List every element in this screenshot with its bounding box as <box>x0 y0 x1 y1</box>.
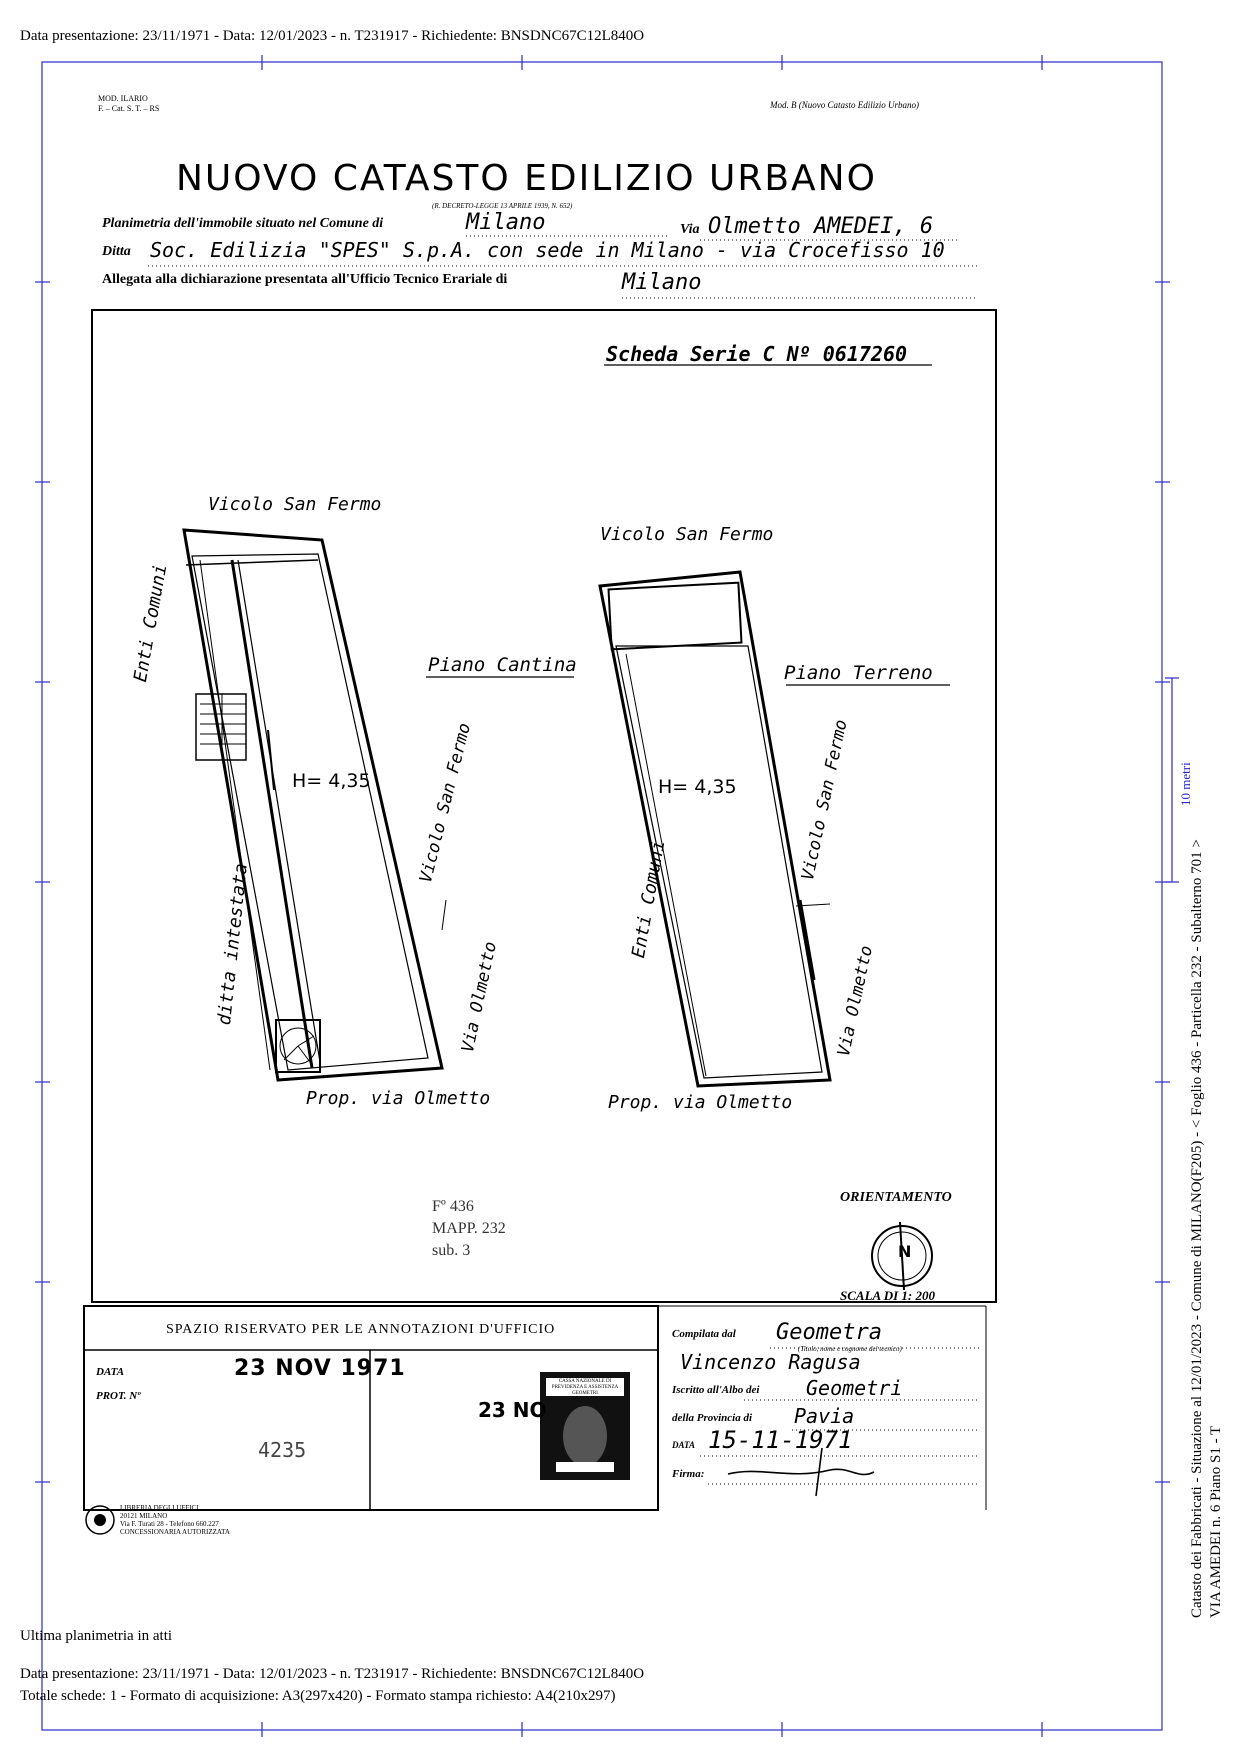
left-height: H= 4,35 <box>292 770 371 792</box>
prot-value: 4235 <box>258 1438 307 1462</box>
data-label: DATA <box>96 1366 125 1378</box>
receipt-stamp: 23 NO <box>478 1398 547 1422</box>
seal-text: CASSA NAZIONALE DI PREVIDENZA E ASSISTENZA GEOMETRI <box>551 1379 619 1396</box>
via-value: Olmetto AMEDEI, 6 <box>708 214 934 239</box>
iscritto-label: Iscritto all'Albo dei <box>672 1384 760 1396</box>
ministry-label: MOD. ILARIO F. – Cat. S. T. – RS <box>98 94 160 113</box>
scale-bar-label: 10 metri <box>1178 762 1193 806</box>
right-bottom-street: Prop. via Olmetto <box>608 1092 793 1113</box>
libreria-label: LIBRERIA DEGLI UFFICI 20121 MILANO Via F. Turati 28 - Telefono 660.227 CONCESSIONARIA AUTORIZZATA <box>120 1504 230 1536</box>
foglio-mapp-stamp: Fº 436 MAPP. 232 sub. 3 <box>432 1198 506 1259</box>
via-label: Via <box>680 222 700 237</box>
spazio-label: SPAZIO RISERVATO PER LE ANNOTAZIONI D'UFFICIO <box>166 1322 556 1337</box>
left-top-street: Vicolo San Fermo <box>208 494 382 515</box>
ultima-planimetria: Ultima planimetria in atti <box>20 1628 173 1644</box>
prot-label: PROT. Nº <box>96 1390 141 1402</box>
scheda-label: Scheda Serie C Nº 0617260 <box>606 342 908 366</box>
comune-value: Milano <box>466 210 546 235</box>
scala-label: SCALA DI 1: 200 <box>840 1288 935 1303</box>
tecnico-name: Vincenzo Ragusa <box>680 1350 861 1374</box>
right-via-olmetto: Via Olmetto <box>834 943 877 1059</box>
firma-label: Firma: <box>672 1468 705 1480</box>
header-line: Data presentazione: 23/11/1971 - Data: 12/01/2023 - n. T231917 - Richiedente: BNSDNC67C12L840O <box>20 28 645 44</box>
right-enti-comuni: Enti Comuni <box>628 838 670 960</box>
iscritto-value: Geometri <box>806 1376 903 1400</box>
provincia-value: Pavia <box>794 1404 855 1428</box>
left-enti-comuni: Enti Comuni <box>130 562 172 684</box>
allegata-value: Milano <box>622 270 702 295</box>
page-title: NUOVO CATASTO EDILIZIO URBANO <box>176 158 877 199</box>
provincia-label: della Provincia di <box>672 1412 753 1424</box>
model-label: Mod. B (Nuovo Catasto Edilizio Urbano) <box>770 100 919 110</box>
data2-label: DATA <box>672 1440 696 1450</box>
data2-value: 15-11-1971 <box>708 1426 853 1454</box>
right-right-street: Vicolo San Fermo <box>798 717 852 883</box>
footer-line-1: Data presentazione: 23/11/1971 - Data: 12/01/2023 - n. T231917 - Richiedente: BNSDNC67C12L840O <box>20 1666 645 1682</box>
decree-label: (R. DECRETO-LEGGE 13 APRILE 1939, N. 652) <box>432 202 573 210</box>
left-via-olmetto: Via Olmetto <box>458 939 501 1055</box>
compilata-label: Compilata dal <box>672 1328 736 1340</box>
footer-line-2: Totale schede: 1 - Formato di acquisizione: A3(297x420) - Formato stampa richiesto: A4(210x297) <box>20 1688 616 1704</box>
left-right-street: Vicolo San Fermo <box>416 721 476 885</box>
right-height: H= 4,35 <box>658 776 737 798</box>
right-floor-label: Piano Terreno <box>784 662 933 684</box>
right-top-street: Vicolo San Fermo <box>600 524 774 545</box>
north-icon: N <box>898 1242 912 1261</box>
side-caption: Catasto dei Fabbricati - Situazione al 12/01/2023 - Comune di MILANO(F205) - < Foglio 436 - Particella 232 - Subalterno 701 > VIA AMEDEI n. 6 Piano S1 - T <box>1189 839 1224 1618</box>
left-bottom-street: Prop. via Olmetto <box>306 1088 491 1109</box>
ditta-value: Soc. Edilizia "SPES" S.p.A. con sede in Milano - via Crocefisso 10 <box>150 238 945 262</box>
left-ditta-intestata: ditta intestata <box>214 862 252 1027</box>
data-stamp: 23 NOV 1971 <box>234 1356 406 1381</box>
allegata-label: Allegata alla dichiarazione presentata all'Ufficio Tecnico Erariale di <box>102 272 508 287</box>
left-floor-label: Piano Cantina <box>428 654 577 676</box>
ditta-label: Ditta <box>102 244 131 259</box>
titolo-note: (Titolo, nome e cognome del tecnico) <box>798 1345 902 1353</box>
planimetria-label: Planimetria dell'immobile situato nel Comune di <box>102 216 384 231</box>
compilata-value: Geometra <box>776 1320 882 1345</box>
orientamento-label: ORIENTAMENTO <box>840 1190 952 1205</box>
